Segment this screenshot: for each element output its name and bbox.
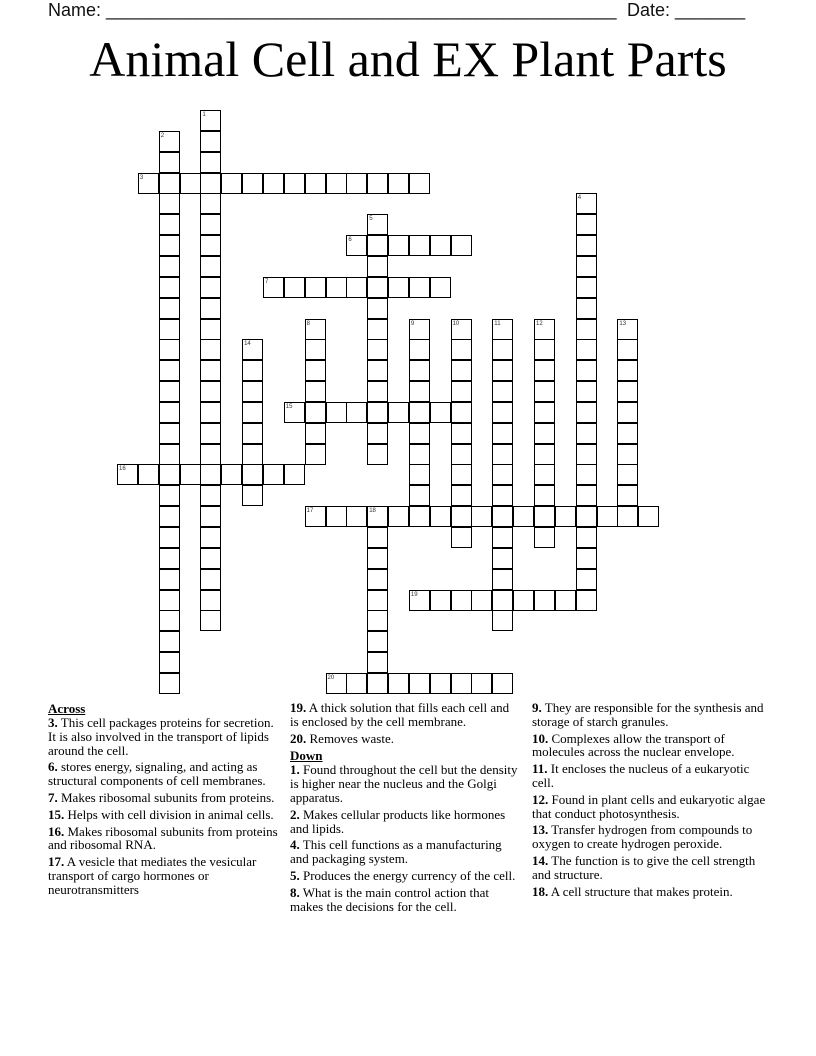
- grid-cell[interactable]: [159, 339, 180, 360]
- grid-cell[interactable]: [284, 277, 305, 298]
- grid-cell[interactable]: [617, 444, 638, 465]
- grid-cell[interactable]: [617, 402, 638, 423]
- grid-cell[interactable]: [367, 569, 388, 590]
- grid-cell[interactable]: [346, 173, 367, 194]
- grid-cell[interactable]: [576, 548, 597, 569]
- grid-cell[interactable]: [159, 360, 180, 381]
- grid-cell[interactable]: [200, 548, 221, 569]
- grid-cell[interactable]: [263, 464, 284, 485]
- clue-down-9: 9. They are responsible for the synthesis and storage of starch granules.: [532, 700, 764, 729]
- grid-cell[interactable]: [326, 402, 347, 423]
- grid-cell[interactable]: [367, 256, 388, 277]
- grid-cell[interactable]: [200, 527, 221, 548]
- grid-cell[interactable]: [200, 444, 221, 465]
- down-heading: Down: [290, 748, 323, 764]
- clue-number-16: 16: [119, 466, 126, 473]
- grid-cell[interactable]: [159, 652, 180, 673]
- grid-cell[interactable]: [305, 423, 326, 444]
- grid-cell[interactable]: [492, 610, 513, 631]
- grid-cell[interactable]: [326, 173, 347, 194]
- clue-number-17: 17: [306, 508, 314, 515]
- grid-cell[interactable]: [513, 590, 534, 611]
- grid-cell[interactable]: [367, 277, 388, 298]
- grid-cell[interactable]: [451, 381, 472, 402]
- grid-cell[interactable]: [617, 464, 638, 485]
- grid-cell[interactable]: [159, 173, 180, 194]
- grid-cell[interactable]: [200, 360, 221, 381]
- grid-cell[interactable]: [576, 298, 597, 319]
- grid-cell[interactable]: [451, 402, 472, 423]
- grid-cell[interactable]: [159, 381, 180, 402]
- clue-number-15: 15: [285, 403, 293, 410]
- grid-cell[interactable]: [367, 423, 388, 444]
- grid-cell[interactable]: [367, 381, 388, 402]
- grid-cell[interactable]: [346, 673, 367, 694]
- grid-cell[interactable]: [305, 360, 326, 381]
- grid-cell[interactable]: [534, 485, 555, 506]
- grid-cell[interactable]: [326, 277, 347, 298]
- grid-cell[interactable]: [200, 235, 221, 256]
- grid-cell[interactable]: [617, 360, 638, 381]
- grid-cell[interactable]: [492, 548, 513, 569]
- grid-cell[interactable]: [200, 590, 221, 611]
- grid-cell[interactable]: [576, 381, 597, 402]
- clue-across-16: 16. Makes ribosomal subunits from proteins and ribosomal RNA.: [48, 823, 278, 853]
- clue-across-6: 6. stores energy, signaling, and acting as structural components of cell membranes.: [48, 759, 266, 789]
- grid-cell[interactable]: [576, 464, 597, 485]
- grid-cell[interactable]: [284, 173, 305, 194]
- grid-cell[interactable]: [367, 360, 388, 381]
- clue-down-1: 1. Found throughout the cell but the density is higher near the nucleus and the Golgi apparatus.: [290, 762, 518, 805]
- grid-cell[interactable]: [367, 298, 388, 319]
- clue-down-2: 2. Makes cellular products like hormones and lipids.: [290, 806, 506, 836]
- grid-cell[interactable]: [346, 402, 367, 423]
- grid-cell[interactable]: [534, 381, 555, 402]
- grid-cell[interactable]: [471, 506, 492, 527]
- grid-cell[interactable]: [200, 506, 221, 527]
- clue-down-14: 14. The function is to give the cell strength and structure.: [532, 852, 756, 882]
- clue-number-14: 14: [244, 341, 251, 348]
- grid-cell[interactable]: [534, 444, 555, 465]
- grid-cell[interactable]: [409, 402, 430, 423]
- grid-cell[interactable]: [409, 277, 430, 298]
- date-line[interactable]: Date: _______: [627, 0, 746, 20]
- clue-column-2: [290, 701, 518, 916]
- grid-cell[interactable]: [576, 214, 597, 235]
- grid-cell[interactable]: [159, 444, 180, 465]
- grid-cell[interactable]: [200, 423, 221, 444]
- grid-cell[interactable]: [367, 652, 388, 673]
- grid-cell[interactable]: [159, 193, 180, 214]
- grid-cell[interactable]: [555, 590, 576, 611]
- clue-number-13: 13: [619, 320, 627, 327]
- grid-cell[interactable]: [159, 590, 180, 611]
- grid-cell[interactable]: [597, 506, 618, 527]
- grid-cell[interactable]: [471, 590, 492, 611]
- clue-number-10: 10: [452, 320, 460, 327]
- grid-cell[interactable]: [367, 339, 388, 360]
- grid-cell[interactable]: [159, 464, 180, 485]
- clue-down-4: 4. This cell functions as a manufacturing and packaging system.: [290, 837, 502, 867]
- grid-cell[interactable]: [346, 277, 367, 298]
- grid-cell[interactable]: [200, 319, 221, 340]
- clue-number-9: 9: [410, 320, 415, 327]
- clue-number-7: 7: [264, 278, 269, 285]
- grid-cell[interactable]: [409, 339, 430, 360]
- grid-cell[interactable]: [492, 569, 513, 590]
- clue-down-12: 12. Found in plant cells and eukaryotic algae that conduct photosynthesis.: [532, 791, 766, 821]
- grid-cell[interactable]: [221, 464, 242, 485]
- grid-cell[interactable]: [617, 485, 638, 506]
- grid-cell[interactable]: [242, 485, 263, 506]
- grid-cell[interactable]: [200, 569, 221, 590]
- grid-cell[interactable]: [534, 464, 555, 485]
- grid-cell[interactable]: [534, 527, 555, 548]
- grid-cell[interactable]: [430, 590, 451, 611]
- grid-cell[interactable]: [430, 235, 451, 256]
- clue-down-5: 5. Produces the energy currency of the cell.: [290, 867, 516, 883]
- grid-cell[interactable]: [305, 277, 326, 298]
- grid-cell[interactable]: [534, 506, 555, 527]
- grid-cell[interactable]: [409, 173, 430, 194]
- clue-down-8: 8. What is the main control action that makes the decisions for the cell.: [290, 884, 490, 914]
- grid-cell[interactable]: [451, 527, 472, 548]
- grid-cell[interactable]: [492, 381, 513, 402]
- grid-cell[interactable]: [576, 256, 597, 277]
- grid-cell[interactable]: [451, 235, 472, 256]
- grid-cell[interactable]: [200, 277, 221, 298]
- grid-cell[interactable]: [200, 464, 221, 485]
- grid-cell[interactable]: [576, 235, 597, 256]
- grid-cell[interactable]: [367, 610, 388, 631]
- grid-cell[interactable]: [451, 590, 472, 611]
- grid-cell[interactable]: [367, 631, 388, 652]
- grid-cell[interactable]: [159, 235, 180, 256]
- grid-cell[interactable]: [492, 527, 513, 548]
- grid-cell[interactable]: [180, 464, 201, 485]
- grid-cell[interactable]: [263, 173, 284, 194]
- grid-cell[interactable]: [388, 402, 409, 423]
- grid-cell[interactable]: [346, 506, 367, 527]
- grid-cell[interactable]: [409, 444, 430, 465]
- grid-cell[interactable]: [409, 673, 430, 694]
- grid-cell[interactable]: [409, 464, 430, 485]
- grid-cell[interactable]: [513, 506, 534, 527]
- clue-number-19: 19: [410, 591, 418, 598]
- grid-cell[interactable]: [576, 277, 597, 298]
- grid-cell[interactable]: [159, 152, 180, 173]
- grid-cell[interactable]: [159, 631, 180, 652]
- grid-cell[interactable]: [388, 506, 409, 527]
- grid-cell[interactable]: [534, 339, 555, 360]
- grid-cell[interactable]: [367, 527, 388, 548]
- grid-cell[interactable]: [576, 360, 597, 381]
- grid-cell[interactable]: [451, 485, 472, 506]
- grid-cell[interactable]: [159, 256, 180, 277]
- across-heading: Across: [48, 701, 86, 716]
- clue-across-7: 7. Makes ribosomal subunits from proteins.: [48, 789, 275, 805]
- grid-cell[interactable]: [451, 360, 472, 381]
- grid-cell[interactable]: [159, 319, 180, 340]
- grid-cell[interactable]: [159, 569, 180, 590]
- grid-cell[interactable]: [576, 339, 597, 360]
- clue-across-3: 3. This cell packages proteins for secretion. It is also involved in the transport of lipids around the cell.: [48, 715, 274, 758]
- grid-cell[interactable]: [305, 339, 326, 360]
- grid-cell[interactable]: [492, 444, 513, 465]
- clue-number-18: 18: [369, 508, 376, 515]
- grid-cell[interactable]: [159, 423, 180, 444]
- clue-column-3: [532, 701, 768, 901]
- clue-down-11: 11. It encloses the nucleus of a eukaryotic cell.: [532, 761, 750, 790]
- clue-number-4: 4: [577, 195, 582, 202]
- grid-cell[interactable]: [576, 506, 597, 527]
- grid-cell[interactable]: [451, 506, 472, 527]
- grid-cell[interactable]: [367, 402, 388, 423]
- grid-cell[interactable]: [534, 402, 555, 423]
- grid-cell[interactable]: [200, 402, 221, 423]
- clue-across-20: 20. Removes waste.: [290, 730, 394, 746]
- grid-cell[interactable]: [492, 464, 513, 485]
- grid-cell[interactable]: [159, 277, 180, 298]
- grid-cell[interactable]: [159, 673, 180, 694]
- grid-cell[interactable]: [200, 173, 221, 194]
- grid-cell[interactable]: [284, 464, 305, 485]
- clue-down-13: 13. Transfer hydrogen from compounds to oxygen to create hydrogen peroxide.: [532, 822, 753, 852]
- grid-cell[interactable]: [576, 569, 597, 590]
- grid-cell[interactable]: [576, 402, 597, 423]
- grid-cell[interactable]: [200, 152, 221, 173]
- grid-cell[interactable]: [492, 506, 513, 527]
- grid-cell[interactable]: [305, 173, 326, 194]
- grid-cell[interactable]: [409, 423, 430, 444]
- grid-cell[interactable]: [367, 590, 388, 611]
- grid-cell[interactable]: [242, 381, 263, 402]
- clue-column-1: [48, 701, 283, 900]
- grid-cell[interactable]: [492, 402, 513, 423]
- grid-cell[interactable]: [242, 423, 263, 444]
- clue-down-18: 18. A cell structure that makes protein.: [532, 883, 733, 899]
- grid-cell[interactable]: [367, 548, 388, 569]
- grid-cell[interactable]: [409, 360, 430, 381]
- grid-cell[interactable]: [159, 214, 180, 235]
- grid-cell[interactable]: [200, 298, 221, 319]
- grid-cell[interactable]: [200, 610, 221, 631]
- grid-cell[interactable]: [430, 277, 451, 298]
- grid-cell[interactable]: [617, 506, 638, 527]
- clue-across-15: 15. Helps with cell division in animal cells.: [48, 806, 274, 822]
- grid-cell[interactable]: [430, 673, 451, 694]
- grid-cell[interactable]: [617, 381, 638, 402]
- grid-cell[interactable]: [576, 590, 597, 611]
- grid-cell[interactable]: [159, 298, 180, 319]
- grid-cell[interactable]: [138, 464, 159, 485]
- grid-cell[interactable]: [430, 506, 451, 527]
- clue-across-19: 19. A thick solution that fills each cell and is enclosed by the cell membrane.: [290, 700, 510, 729]
- grid-cell[interactable]: [409, 485, 430, 506]
- grid-cell[interactable]: [305, 444, 326, 465]
- grid-cell[interactable]: [159, 610, 180, 631]
- grid-cell[interactable]: [617, 339, 638, 360]
- clue-number-6: 6: [348, 237, 352, 244]
- grid-cell[interactable]: [367, 235, 388, 256]
- grid-cell[interactable]: [576, 423, 597, 444]
- grid-cell[interactable]: [221, 173, 242, 194]
- grid-cell[interactable]: [242, 173, 263, 194]
- grid-cell[interactable]: [159, 527, 180, 548]
- page-title: Animal Cell and EX Plant Parts: [89, 31, 727, 87]
- grid-cell[interactable]: [534, 590, 555, 611]
- grid-cell[interactable]: [576, 527, 597, 548]
- grid-cell[interactable]: [388, 173, 409, 194]
- clue-number-5: 5: [369, 216, 373, 223]
- grid-cell[interactable]: [409, 506, 430, 527]
- grid-cell[interactable]: [451, 423, 472, 444]
- grid-cell[interactable]: [159, 485, 180, 506]
- grid-cell[interactable]: [180, 173, 201, 194]
- grid-cell[interactable]: [242, 464, 263, 485]
- name-line[interactable]: Name: ___________________________________________________: [48, 0, 617, 20]
- grid-cell[interactable]: [367, 173, 388, 194]
- grid-cell[interactable]: [200, 256, 221, 277]
- clue-across-17: 17. A vesicle that mediates the vesicular transport of cargo hormones or neurotransmitters: [48, 854, 257, 897]
- clue-number-20: 20: [327, 674, 335, 681]
- grid-cell[interactable]: [534, 360, 555, 381]
- grid-cell[interactable]: [326, 506, 347, 527]
- grid-cell[interactable]: [471, 673, 492, 694]
- grid-cell[interactable]: [242, 402, 263, 423]
- grid-cell[interactable]: [555, 506, 576, 527]
- grid-cell[interactable]: [367, 319, 388, 340]
- grid-cell[interactable]: [451, 464, 472, 485]
- grid-cell[interactable]: [159, 548, 180, 569]
- grid-cell[interactable]: [367, 444, 388, 465]
- grid-cell[interactable]: [576, 319, 597, 340]
- grid-cell[interactable]: [638, 506, 659, 527]
- grid-cell[interactable]: [409, 235, 430, 256]
- clue-down-10: 10. Complexes allow the transport of molecules across the nuclear envelope.: [532, 730, 735, 760]
- grid-cell[interactable]: [388, 673, 409, 694]
- clue-number-3: 3: [139, 174, 144, 181]
- clue-number-11: 11: [494, 320, 501, 327]
- grid-cell[interactable]: [492, 485, 513, 506]
- clue-number-1: 1: [202, 112, 206, 118]
- grid-cell[interactable]: [388, 277, 409, 298]
- grid-cell[interactable]: [430, 402, 451, 423]
- grid-cell[interactable]: [576, 485, 597, 506]
- grid-cell[interactable]: [242, 444, 263, 465]
- grid-cell[interactable]: [534, 423, 555, 444]
- clue-number-8: 8: [306, 320, 310, 327]
- grid-cell[interactable]: [409, 381, 430, 402]
- grid-cell[interactable]: [159, 402, 180, 423]
- grid-cell[interactable]: [200, 131, 221, 152]
- grid-cell[interactable]: [242, 360, 263, 381]
- grid-cell[interactable]: [388, 235, 409, 256]
- grid-cell[interactable]: [200, 339, 221, 360]
- grid-cell[interactable]: [305, 402, 326, 423]
- grid-cell[interactable]: [305, 381, 326, 402]
- grid-cell[interactable]: [451, 339, 472, 360]
- grid-cell[interactable]: [200, 214, 221, 235]
- grid-cell[interactable]: [492, 673, 513, 694]
- clue-number-12: 12: [536, 320, 543, 327]
- grid-cell[interactable]: [451, 444, 472, 465]
- grid-cell[interactable]: [367, 673, 388, 694]
- grid-cell[interactable]: [576, 444, 597, 465]
- grid-cell[interactable]: [451, 673, 472, 694]
- grid-cell[interactable]: [200, 193, 221, 214]
- grid-cell[interactable]: [617, 423, 638, 444]
- grid-cell[interactable]: [200, 381, 221, 402]
- grid-cell[interactable]: [492, 339, 513, 360]
- clue-number-2: 2: [160, 132, 165, 139]
- grid-cell[interactable]: [492, 360, 513, 381]
- grid-cell[interactable]: [492, 590, 513, 611]
- grid-cell[interactable]: [159, 506, 180, 527]
- grid-cell[interactable]: [200, 485, 221, 506]
- grid-cell[interactable]: [492, 423, 513, 444]
